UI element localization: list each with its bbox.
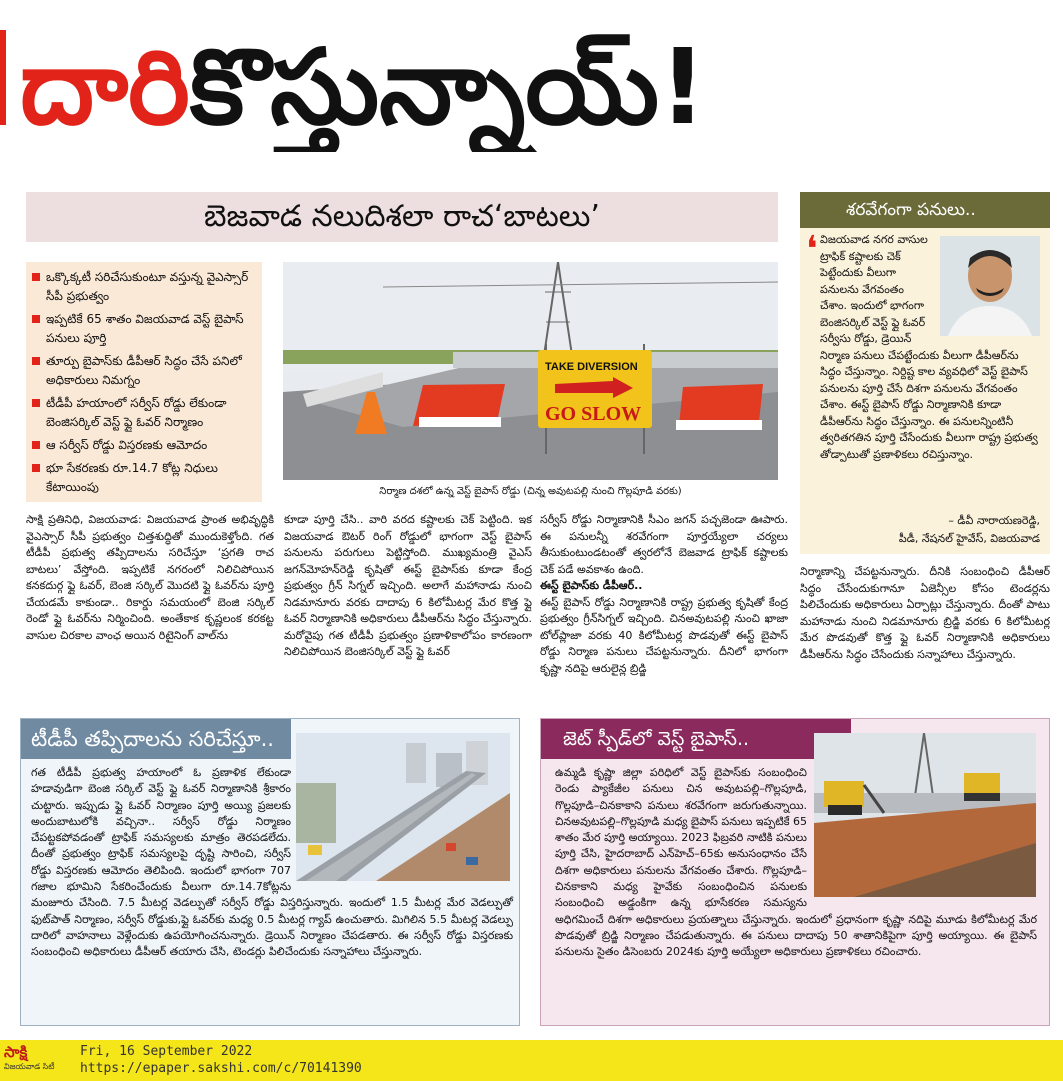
subheadline-bar: బెజవాడ నలుదిశలా రాచ‘బాటలు’ bbox=[26, 192, 778, 242]
logo-sub-text: విజయవాడ సిటీ bbox=[4, 1062, 55, 1071]
sidebar-body-text: విజయవాడ నగర వాసుల ట్రాఫిక్ కష్టాలకు చెక్ పెట్టేందుకు వీలుగా పనులను వేగవంతం చేశాం. ఇందులో భాగంగా బెంజిసర్కిల్ వెస్ట్ ఫ్లై ఓవర్ సర్వీసు రోడ్డు, డ్రెయిన్ నిర్మాణ పనులు చేపట్టేందుకు వీలుగా డీపీఆర్‌ను సిద్ధం చేస్తున్నాం. నిర్దిష్ట కాల వ్యవధిలో వెస్ట్ బైపాస్ పనులను పూర్తి చేసే దిశగా పనులను వేగవంతం చేశాం. ఈస్ట్ బైపాస్ రోడ్డు నిర్మాణానికి కూడా డీపీఆర్‌ను సిద్ధం చేస్తున్నాం. ఈ పనులన్నింటినీ త్వరితగతిన పూర్తి చేసేందుకు వీలుగా రాష్ట్ర ప్రభుత్వ తోడ్పాటుతో ప్రణాళికలు రచిస్తున్నాం. bbox=[820, 233, 1038, 461]
column-4-text: నిర్మాణాన్ని చేపట్టనున్నారు. దీనికి సంబంధించి డీపీఆర్ సిద్ధం చేసేందుకుగానూ ఏజెన్సీల కోసం టెండర్లను పిలిచేందుకు అధికారులు ఏర్పాట్లు చేస్తున్నారు. దీంతో పాటు మహానాడు నుంచి నిడమానూరు బ్రిడ్జి వరకు 6 కిలోమీటర్ల మేర పొడవుతో కొత్త ఫ్లై ఓవర్ నిర్మాణానికి అధికారులు డీపీఆర్‌ను సిద్ధం చేసేందుకు సన్నాహాలు చేస్తున్నారు. bbox=[800, 565, 1050, 661]
highlight-item: ఒక్కొక్కటీ సరిచేసుకుంటూ వస్తున్న వైఎస్సార్ సీపీ ప్రభుత్వం bbox=[32, 268, 256, 306]
highlight-item: భూ సేకరణకు రూ.14.7 కోట్ల నిధులు కేటాయింపు bbox=[32, 459, 256, 497]
bypass-box-body bbox=[555, 765, 1037, 961]
bypass-box-heading: జెట్ స్పీడ్‌లో వెస్ట్ బైపాస్.. bbox=[541, 719, 851, 759]
headline-red-word: దారి bbox=[20, 26, 190, 148]
column-3-subheading: ఈస్ట్ బైపాస్‌కు డీపీఆర్.. bbox=[540, 579, 643, 592]
epaper-footer bbox=[0, 1040, 1063, 1081]
highlight-item: తూర్పు బైపాస్‌కు డీపీఆర్ సిద్ధం చేసే పనిలో అధికారులు నిమగ్నం bbox=[32, 352, 256, 390]
column-1-text: సాక్షి ప్రతినిధి, విజయవాడ: విజయవాడ ప్రాంత అభివృద్ధికి వైఎస్సార్ సీపీ ప్రభుత్వం చిత్తశుద్ధితో ముందుకెళ్తోంది. గత టీడీపీ ప్రభుత్వ తప్పిదాలను సరిచేస్తూ ‘ప్రగతి రాచ బాటలు’ వేస్తోంది. ఇప్పటికే నగరంలో నిలిచిపోయిన కనకదుర్గ ఫ్లై ఓవర్, బెంజి సర్కిల్ మొదటి ఫ్లై ఓవర్‌ను పూర్తి చేయడమే కాకుండా.. రికార్డు సమయంలో బెంజి సర్కిల్ రెండో ఫ్లై ఓవర్‌ను నిర్మించింది. అంతేకాక కృష్ణలంక కరకట్ట వాసుల చిరకాల వాంఛ అయిన రిటైనింగ్ వాల్‌ను bbox=[26, 513, 274, 642]
bypass-photo-spacer bbox=[807, 765, 1037, 901]
photo-caption: నిర్మాణ దశలో ఉన్న వెస్ట్ బైపాస్ రోడ్డు (చిన్న అవుటపల్లి నుంచి గొల్లపూడి వరకు) bbox=[379, 486, 682, 497]
official-quote-sidebar bbox=[800, 192, 1050, 554]
tdp-corrections-box bbox=[20, 718, 520, 1026]
portrait-illustration bbox=[940, 236, 1040, 336]
tdp-box-body bbox=[31, 765, 513, 961]
bypass-box-text: ఉమ్మడి కృష్ణా జిల్లా పరిధిలో వెస్ట్ బైపాస్‌కు సంబంధించి రెండు ప్యాకేజీల పనులు చిన అవుటపల్లి–గొల్లపూడి, గొల్లపూడి–చినకాకాని పనులు శరవేగంగా జరుగుతున్నాయి. చినఅవుటపల్లి–గొల్లపూడి మధ్య బైపాస్ పనులు ఇప్పటికే 65 శాతం మేర పూర్తి అయ్యాయి. 2023 ఫిబ్రవరి నాటికి పనులు పూర్తి చేసి, హైదరాబాద్ ఎన్‌హెచ్–65కు అనుసంధానం చేసే దిశగా అధికారులు పనులను వేగవంతం చేశారు. గొల్లపూడి–చినకాకాని మధ్య హైవేకు సంబంధించిన పనులకు సంబంధించి అడ్డంకిగా ఉన్న భూసేకరణ సమస్యను అధిగమించే దిశగా అధికారులు ప్రయత్నాలు చేస్తున్నారు. ఇందులో ప్రధానంగా కృష్ణా నదిపై మూడు కిలోమీటర్ల మేర పొడవుతో బ్రిడ్జి నిర్మాణం చేపడుతున్నారు. ఈ పనులు దాదాపు 50 శాతానికిపైగా పూర్తి అయ్యాయి. ఈ బైపాస్ పనులను సైతం డిసెంబరు 2024కు పూర్తి అయ్యేలా అధికారులు ప్రణాళికలు రచించారు. bbox=[555, 766, 1037, 959]
article-column-2 bbox=[284, 512, 532, 661]
column-3a-text: సర్వీస్ రోడ్డు నిర్మాణానికి సీఎం జగన్ పచ్చజెండా ఊపారు. ఈ పనులన్నీ శరవేగంగా పూర్తయ్యేలా చర్యలు తీసుకుంటుండటంతో త్వరలోనే బెజవాడ ట్రాఫిక్ కష్టాలకు చెక్ పడే అవకాశం ఉంది. bbox=[540, 513, 788, 576]
article-column-1 bbox=[26, 512, 274, 644]
sign-main-text: GO SLOW bbox=[545, 403, 642, 425]
sidebar-heading: శరవేగంగా పనులు.. bbox=[800, 192, 1050, 228]
quote-mark-icon: ❛ bbox=[806, 229, 818, 270]
edition-date: Fri, 16 September 2022 bbox=[80, 1044, 253, 1059]
sidebar-signature-title: పీడీ, నేషనల్ హైవేస్, విజయవాడ bbox=[898, 532, 1040, 545]
sakshi-logo bbox=[4, 1043, 66, 1078]
road-construction-photo bbox=[283, 262, 778, 480]
highlights-box bbox=[26, 262, 262, 502]
official-portrait bbox=[940, 236, 1040, 336]
logo-main-text: సాక్షి bbox=[4, 1043, 28, 1061]
column-3b-text: ఈస్ట్ బైపాస్ రోడ్డు నిర్మాణానికి రాష్ట్ర ప్రభుత్వ కృషితో కేంద్ర ప్రభుత్వం గ్రీన్‌సిగ్నల్ ఇచ్చింది. చినఅవుటపల్లి నుంచి ఖాజా టోల్‌ప్లాజా వరకు 40 కిలోమీటర్ల పొడవుతో ఈస్ట్ బైపాస్ రోడ్డు నిర్మాణ పనులు చేపట్టనున్నారు. దీనిలో భాగంగా కృష్ణా నదిపై ఆరులైన్ల బ్రిడ్జి bbox=[540, 595, 788, 675]
highlight-item: ఇప్పటికే 65 శాతం విజయవాడ వెస్ట్ బైపాస్ పనులు పూర్తి bbox=[32, 310, 256, 348]
highlight-item: టీడీపీ హయాంలో సర్వీస్ రోడ్డు లేకుండా బెంజిసర్కిల్ వెస్ట్ ఫ్లై ఓవర్ నిర్మాణం bbox=[32, 394, 256, 432]
article-column-3 bbox=[540, 512, 788, 677]
road-scene-illustration bbox=[283, 262, 778, 480]
highlight-item: ఆ సర్వీస్ రోడ్డు విస్తరణకు ఆమోదం bbox=[32, 436, 256, 455]
article-column-4 bbox=[800, 564, 1050, 663]
sidebar-signature-name: – డీవీ నారాయణరెడ్డి, bbox=[948, 514, 1040, 527]
west-bypass-box bbox=[540, 718, 1050, 1026]
tdp-box-heading: టీడీపీ తప్పిదాలను సరిచేస్తూ.. bbox=[21, 719, 291, 759]
tdp-photo-spacer bbox=[291, 765, 513, 885]
epaper-link[interactable]: https://epaper.sakshi.com/c/70141390 bbox=[80, 1061, 362, 1076]
page-headline bbox=[20, 22, 1050, 152]
sign-top-text: TAKE DIVERSION bbox=[545, 361, 638, 373]
column-2-text: కూడా పూర్తి చేసి.. వారి వరద కష్టాలకు చెక్ పెట్టింది. ఇక విజయవాడ ఔటర్ రింగ్ రోడ్డులో భాగంగా వెస్ట్ బైపాస్ పనులను పరుగులు పెట్టిస్తోంది. ముఖ్యమంత్రి వైఎస్ జగన్‌మోహన్‌రెడ్డి కృషితో ఈస్ట్ బైపాస్‌కు కూడా కేంద్ర ప్రభుత్వం గ్రీన్ సిగ్నల్ ఇచ్చింది. అలాగే మహానాడు నుంచి నిడమానూరు వరకు దాదాపు 6 కిలోమీటర్ల మేర కొత్త ఫ్లై ఓవర్ నిర్మాణానికి అధికారులు డీపీఆర్‌ను సిద్ధం చేస్తున్నారు. మరోవైపు గత టీడీపీ ప్రభుత్వం ప్రణాళికాలోపం కారణంగా నిలిచిపోయిన బెంజిసర్కిల్ వెస్ట్ ఫ్లై ఓవర్ bbox=[284, 513, 532, 658]
tdp-box-text: గత టీడీపీ ప్రభుత్వ హయాంలో ఓ ప్రణాళిక లేకుండా హడావుడిగా బెంజి సర్కిల్ వెస్ట్ ఫ్లై ఓవర్ నిర్మాణానికి శ్రీకారం చుట్టారు. ఇప్పుడు ఫ్లై ఓవర్ నిర్మాణం పూర్తి అయ్యి ప్రజలకు అందుబాటులోకి వచ్చినా.. సర్వీస్ రోడ్డు నిర్మాణం చేపట్టకపోవడంతో ట్రాఫిక్ సమస్యలకు మాత్రం తెరపడలేదు. దీంతో ప్రభుత్వం ట్రాఫిక్ సమస్యలపై దృష్టి సారించి, సర్వీస్ రోడ్డు విస్తరణకు ఆమోదం తెలిపింది. ఇందులో భాగంగా 707 గజాల భూమిని సేకరించేందుకు వీలుగా రూ.14.7కోట్లను మంజూరు చేసింది. 7.5 మీటర్ల వెడల్పుతో సర్వీస్ రోడ్డు విస్తరిస్తున్నారు. ఇందులో 1.5 మీటర్ల మేర వెడల్పుతో ఫుట్‌పాత్ నిర్మాణం, సర్వీస్ రోడ్డుకు,ఫ్లై ఓవర్‌కు మధ్య 0.5 మీటర్ల గ్యాప్ ఉంచుతారు. మిగిలిన 5.5 మీటర్ల వెడల్పు దారిలో వాహనాలు వెళ్లేందుకు ఉపయోగించనున్నారు. డ్రెయిన్ నిర్మాణం చేపడతారు. ఈ సర్వీస్ రోడ్డు విస్తరణకు సంబంధించి అధికారులు డీపీఆర్ తయారు చేసి, టెండర్లు పిలిచేందుకు సన్నాహాలు చేస్తున్నారు. bbox=[31, 766, 513, 959]
left-accent-bar bbox=[0, 30, 6, 125]
headline-black-word: కొస్తున్నాయ్! bbox=[189, 26, 707, 148]
